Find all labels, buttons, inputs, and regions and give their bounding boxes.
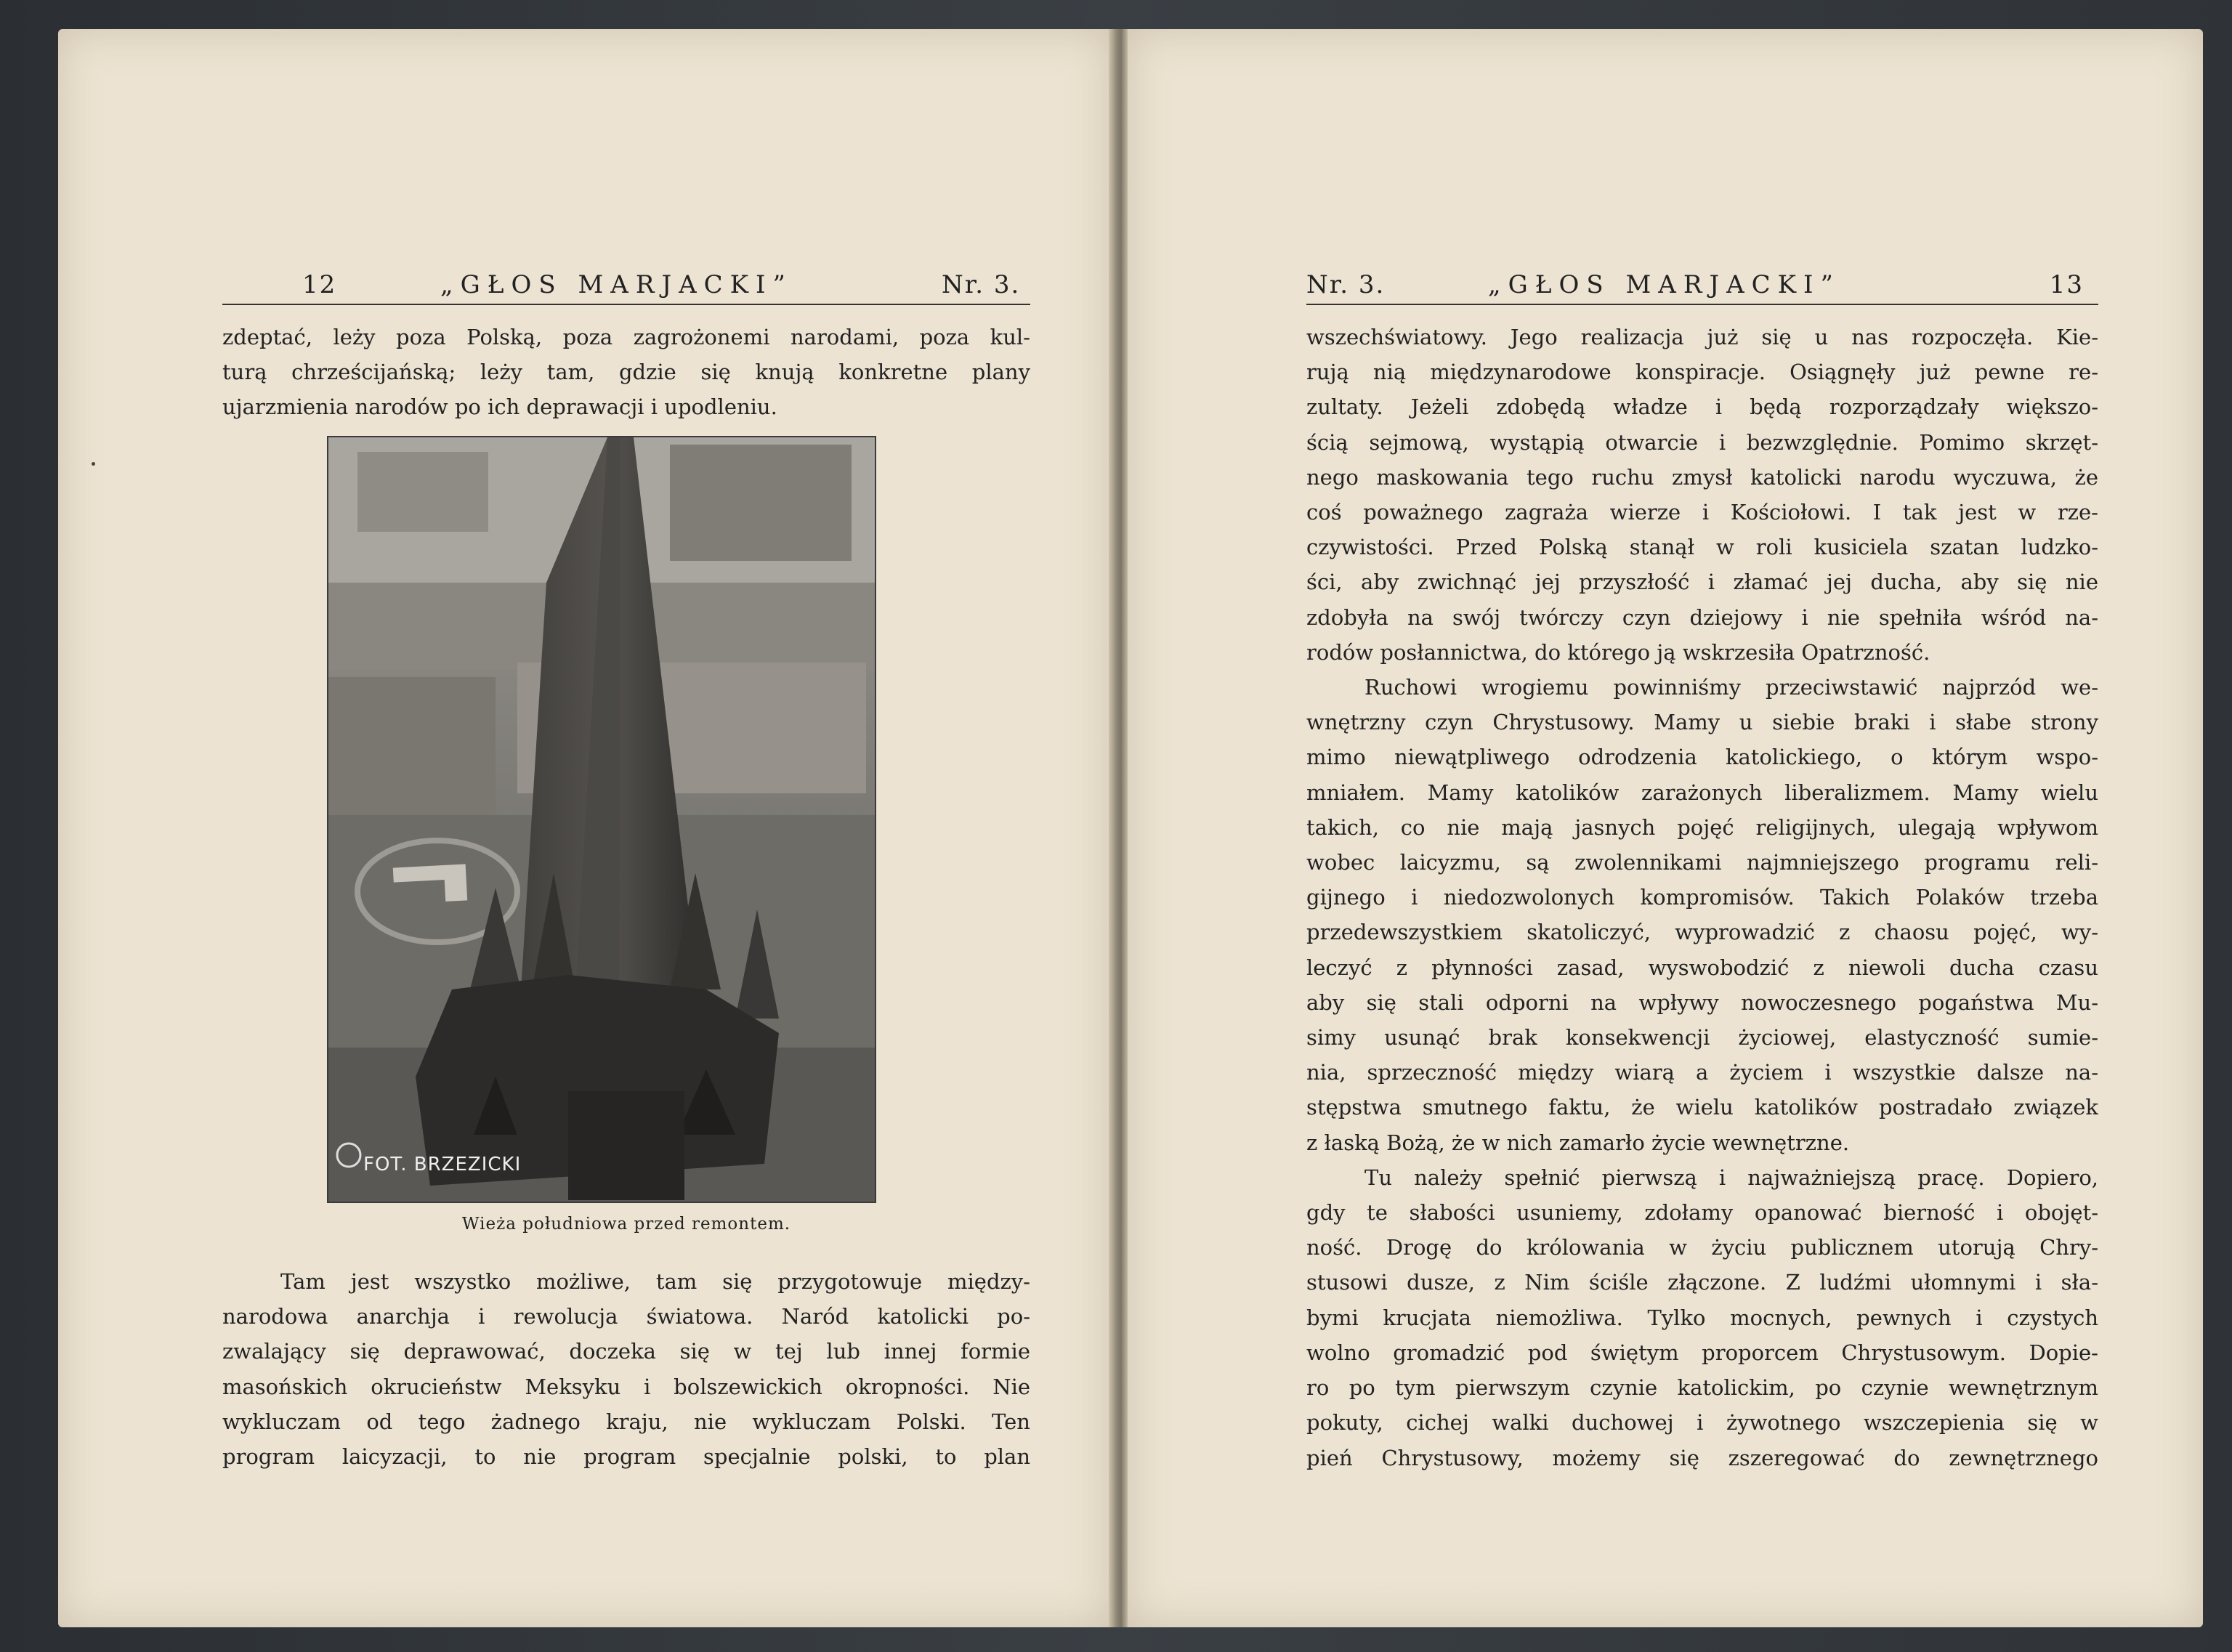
text-line: mimo niewątpliwego odrodzenia katolickiego, o którym wspo- — [1306, 745, 2098, 770]
left-page-header — [222, 269, 1030, 305]
text-line: aby się stali odporni na wpływy nowoczesnego pogaństwa Mu- — [1306, 989, 2098, 1015]
text-line: bymi krucjata niemożliwa. Tylko mocnych, pewnych i czystych — [1306, 1305, 2098, 1330]
text-line: wnętrzny czyn Chrystusowy. Mamy u siebie braki i słabe strony — [1306, 710, 2098, 735]
text-line: masońskich okrucieństw Meksyku i bolszewickich okropności. Nie — [222, 1374, 1030, 1399]
text-line: leczyć z płynności zasad, wyswobodzić z niewoli ducha czasu — [1306, 955, 2098, 980]
text-line: nia, sprzeczność między wiarą a życiem i wszystkie dalsze na- — [1306, 1060, 2098, 1085]
left-top-text — [222, 320, 1030, 425]
text-line: program laicyzacji, to nie program specjalnie polski, to plan — [222, 1444, 1030, 1470]
text-line: turą chrześcijańską; leży tam, gdzie się knują konkretne plany — [222, 360, 1030, 385]
text-line: zdobyła na swój twórczy czyn dziejowy i nie spełniła wśród na- — [1306, 604, 2098, 630]
text-line: z łaską Bożą, że w nich zamarło życie wewnętrzne. — [1306, 1130, 1850, 1155]
text-line: ność. Drogę do królowania w życiu publicznem utorują Chry- — [1306, 1235, 2098, 1260]
page-number: 12 — [302, 270, 337, 299]
text-line: Ruchowi wrogiemu powinniśmy przeciwstawić najprzód we- — [1364, 675, 2098, 700]
text-line: mniałem. Mamy katolików zarażonych liberalizmem. Mamy wielu — [1306, 780, 2098, 805]
text-line: zdeptać, leży poza Polską, poza zagrożonemi narodami, poza kul- — [222, 325, 1030, 349]
right-text — [1306, 320, 2098, 1475]
text-line: Tu należy spełnić pierwszą i najważniejszą pracę. Dopiero, — [1364, 1165, 2098, 1190]
text-line: pokuty, cichej walki duchowej i żywotnego wszczepienia się w — [1306, 1410, 2098, 1436]
text-line: coś poważnego zagraża wierze i Kościołowi. I tak jest w rze- — [1306, 500, 2098, 525]
text-line: pień Chrystusowy, możemy się zszeregować do zewnętrznego — [1306, 1445, 2098, 1470]
text-line: przedewszystkiem skatoliczyć, wyprowadzić z chaosu pojęć, wy- — [1306, 920, 2098, 945]
text-line: zultaty. Jeżeli zdobędą władze i będą rozporządzały większo- — [1306, 394, 2098, 420]
text-line: Tam jest wszystko możliwe, tam się przygotowuje między- — [280, 1269, 1030, 1294]
page-number: 13 — [2049, 270, 2084, 299]
text-line: simy usunąć brak konsekwencji życiowej, elastyczność sumie- — [1306, 1025, 2098, 1050]
text-line: ści, aby zwichnąć jej przyszłość i złamać jej ducha, aby się nie — [1306, 570, 2098, 595]
text-line: narodowa anarchja i rewolucja światowa. Naród katolicki po- — [222, 1304, 1030, 1329]
text-line: czywistości. Przed Polską stanął w roli kusiciela szatan ludzko- — [1306, 535, 2098, 560]
journal-title: „GŁOS MARJACKI” — [1488, 270, 1840, 299]
text-line: rują nią międzynarodowe konspiracje. Osiągnęły już pewne re- — [1306, 360, 2098, 385]
text-line: gdy te słabości usuniemy, zdołamy opanować bierność i obojęt- — [1306, 1200, 2098, 1226]
book-gutter — [1109, 29, 1129, 1627]
text-line: rodów posłannictwa, do którego ją wskrzesiła Opatrzność. — [1306, 639, 1930, 665]
journal-title: „GŁOS MARJACKI” — [440, 270, 793, 299]
tower-photo — [327, 436, 876, 1203]
text-line: ujarzmienia narodów po ich deprawacji i upodleniu. — [222, 394, 777, 420]
text-line: zwalający się deprawować, doczeka się w tej lub innej formie — [222, 1339, 1030, 1364]
tower-photo-image — [328, 437, 875, 1202]
issue-number: Nr. 3. — [1306, 270, 1386, 299]
photo-credit: FOT. BRZEZICKI — [363, 1154, 522, 1175]
text-line: ścią sejmową, wystąpią otwarcie i bezwzględnie. Pomimo skrzęt- — [1306, 429, 2098, 455]
text-line: wszechświatowy. Jego realizacja już się u nas rozpoczęła. Kie- — [1306, 325, 2098, 349]
right-page-header — [1306, 269, 2098, 305]
paper-fleck — [92, 462, 95, 466]
right-page — [1128, 29, 2203, 1627]
left-bottom-text — [222, 1264, 1030, 1474]
text-line: wykluczam od tego żadnego kraju, nie wykluczam Polski. Ten — [222, 1409, 1030, 1434]
text-line: wobec laicyzmu, są zwolennikami najmniejszego programu reli- — [1306, 850, 2098, 875]
text-line: takich, co nie mają jasnych pojęć religijnych, ulegają wpływom — [1306, 814, 2098, 840]
text-line: wolno gromadzić pod świętym proporcem Chrystusowym. Dopie- — [1306, 1340, 2098, 1365]
issue-number: Nr. 3. — [942, 270, 1021, 299]
text-line: nego maskowania tego ruchu zmysł katolicki narodu wyczuwa, że — [1306, 464, 2098, 490]
text-line: stusowi dusze, z Nim ściśle złączone. Z ludźmi ułomnymi i sła- — [1306, 1270, 2098, 1295]
text-line: ro po tym pierwszym czynie katolickim, po czynie wewnętrznym — [1306, 1375, 2098, 1401]
text-line: stępstwa smutnego faktu, że wielu katolików postradało związek — [1306, 1095, 2098, 1120]
left-page — [58, 29, 1110, 1627]
photo-caption: Wieża południowa przed remontem. — [461, 1215, 791, 1234]
text-line: gijnego i niedozwolonych kompromisów. Takich Polaków trzeba — [1306, 885, 2098, 910]
